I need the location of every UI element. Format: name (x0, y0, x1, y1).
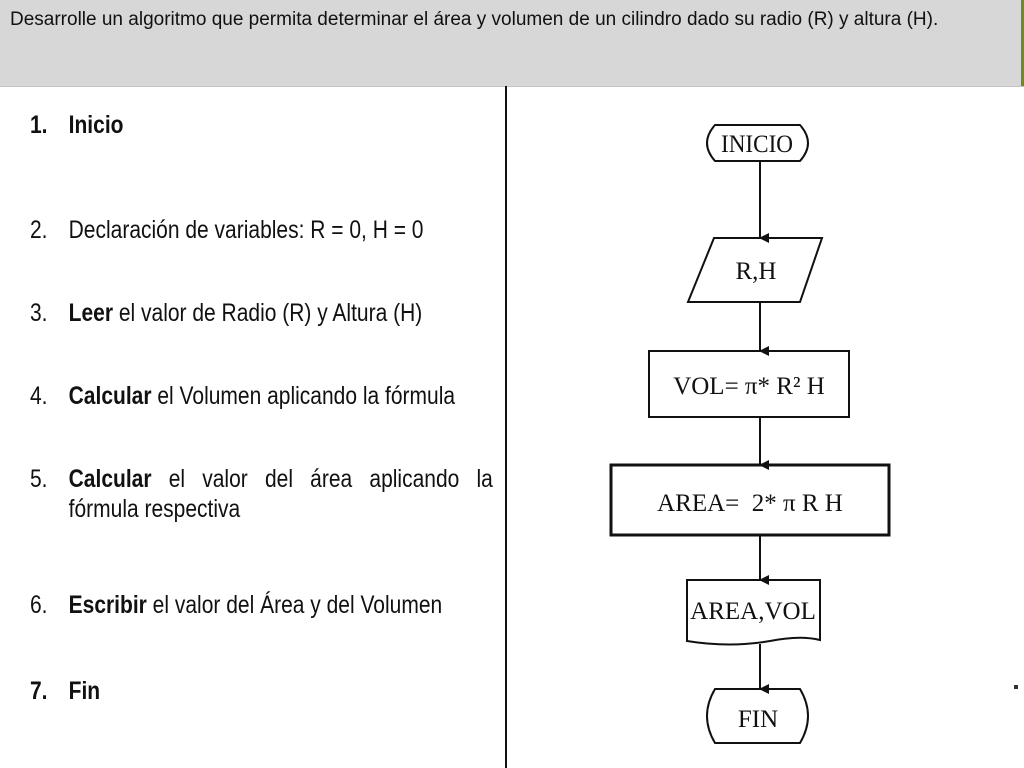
step-text: el valor del Área y del Volumen (146, 591, 443, 619)
step-number: 1. (30, 111, 48, 139)
step-number: 2. (30, 216, 48, 244)
input-label: R,H (735, 258, 777, 285)
step-text: Inicio (68, 111, 124, 139)
cylinder-flowchart (560, 95, 920, 765)
step-number: 4. (30, 382, 48, 410)
step-text: el Volumen aplicando la fórmula (151, 382, 456, 410)
step-number: 6. (30, 591, 48, 619)
step-text: el valor del área aplicando la fórmula respectiva (68, 465, 493, 523)
header-banner (0, 0, 1024, 87)
slide-marker-dot (1014, 685, 1018, 689)
step-keyword: Calcular (68, 382, 152, 410)
step-text: el valor de Radio (R) y Altura (H) (113, 299, 423, 327)
start-label: INICIO (721, 131, 793, 158)
step-text: Fin (68, 677, 101, 705)
step-body (69, 590, 493, 620)
step-6 (30, 590, 443, 620)
step-text: Declaración de variables: R = 0, H = 0 (68, 216, 424, 244)
step-number: 5. (30, 465, 48, 493)
step-3 (30, 298, 421, 328)
step-body (69, 381, 493, 411)
step-4 (30, 381, 456, 411)
step-body (69, 464, 493, 524)
output-label: AREA,VOL (690, 598, 816, 625)
step-2 (30, 215, 424, 245)
area-formula-label: AREA= 2* π R H (657, 490, 843, 517)
exercise-prompt: Desarrolle un algoritmo que permita determinar el área y volumen de un cilindro dado su radio (R) y altura (H). (10, 9, 939, 30)
step-keyword: Leer (68, 299, 114, 327)
step-7 (30, 676, 421, 706)
step-5 (30, 464, 493, 524)
step-number: 7. (30, 677, 48, 705)
step-keyword: Escribir (68, 591, 147, 619)
volume-formula-label: VOL= π* R² H (673, 373, 825, 400)
column-divider (505, 86, 507, 768)
step-number: 3. (30, 299, 48, 327)
step-1 (30, 110, 421, 140)
end-label: FIN (737, 706, 779, 733)
step-keyword: Calcular (68, 465, 152, 493)
step-body (69, 298, 493, 328)
